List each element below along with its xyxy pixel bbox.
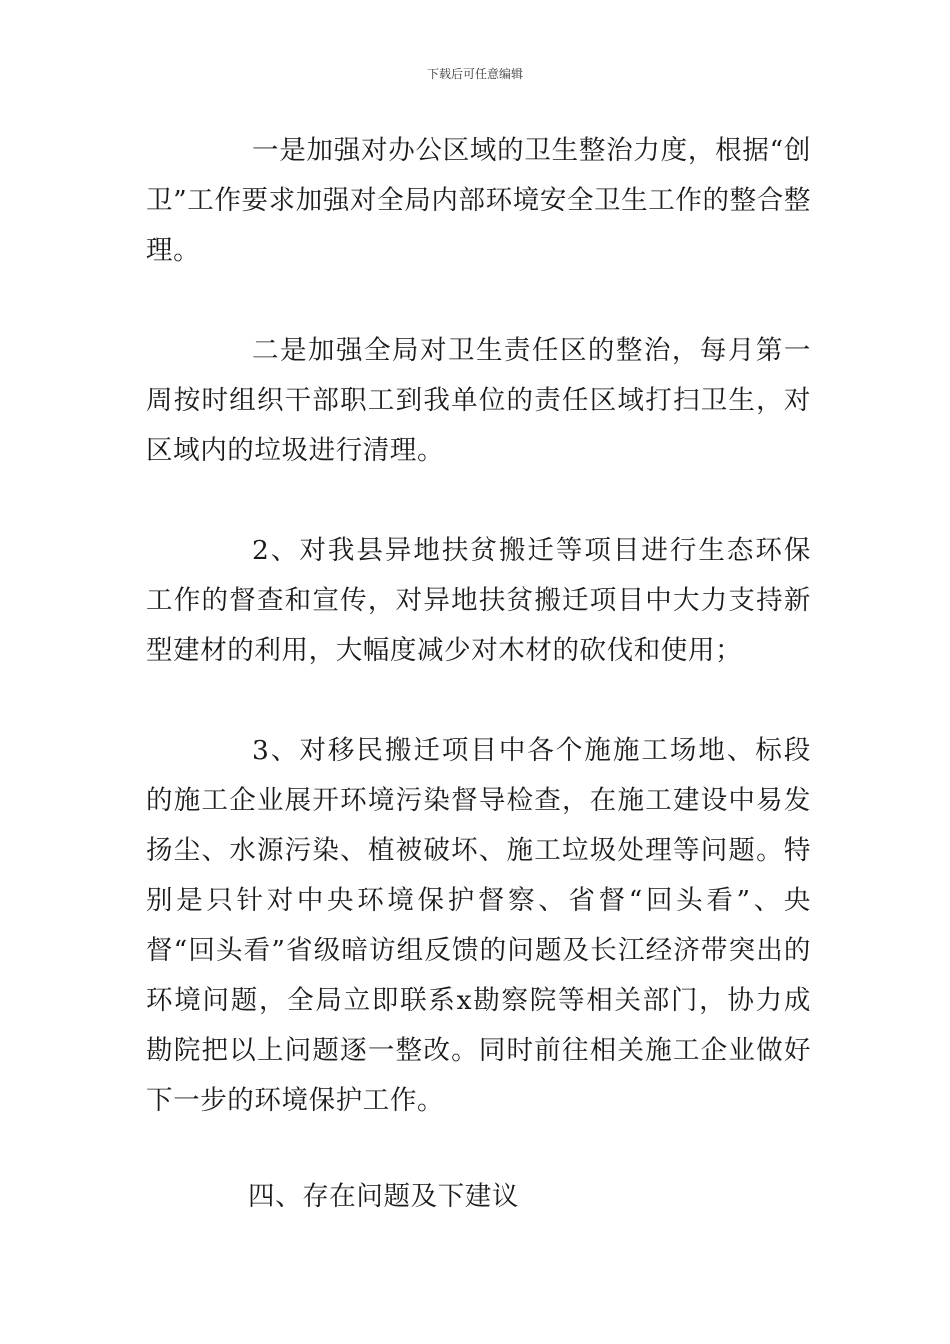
page-header-note: 下载后可任意编辑 (426, 67, 523, 81)
paragraph-sanitation-zone: 二是加强全局对卫生责任区的整治，每月第一周按时组织干部职工到我单位的责任区域打扫卫生，对区域内的垃圾进行清理。 (146, 335, 811, 466)
paragraph-relocation-supervision: 2、对我县异地扶贫搬迁等项目进行生态环保工作的督查和宣传，对异地扶贫搬迁项目中大力支持新型建材的利用，大幅度减少对木材的砍伐和使用； (146, 535, 811, 666)
paragraph-sanitation-office: 一是加强对办公区域的卫生整治力度，根据“创卫”工作要求加强对全局内部环境安全卫生工作的整合整理。 (146, 135, 811, 266)
paragraph-construction-inspection: 3、对移民搬迁项目中各个施施工场地、标段的施工企业展开环境污染督导检查，在施工建设中易发扬尘、水源污染、植被破坏、施工垃圾处理等问题。特别是只针对中央环境保护督察、省督“回头看”、央督“回头看”省级暗访组反馈的问题及长江经济带突出的环境问题，全局立即联系x勘察院等相关部门，协力成勘院把以上问题逐一整改。同时前往相关施工企业做好下一步的环境保护工作。 (146, 735, 811, 1116)
section-heading: 四、存在问题及下建议 (248, 1181, 519, 1212)
